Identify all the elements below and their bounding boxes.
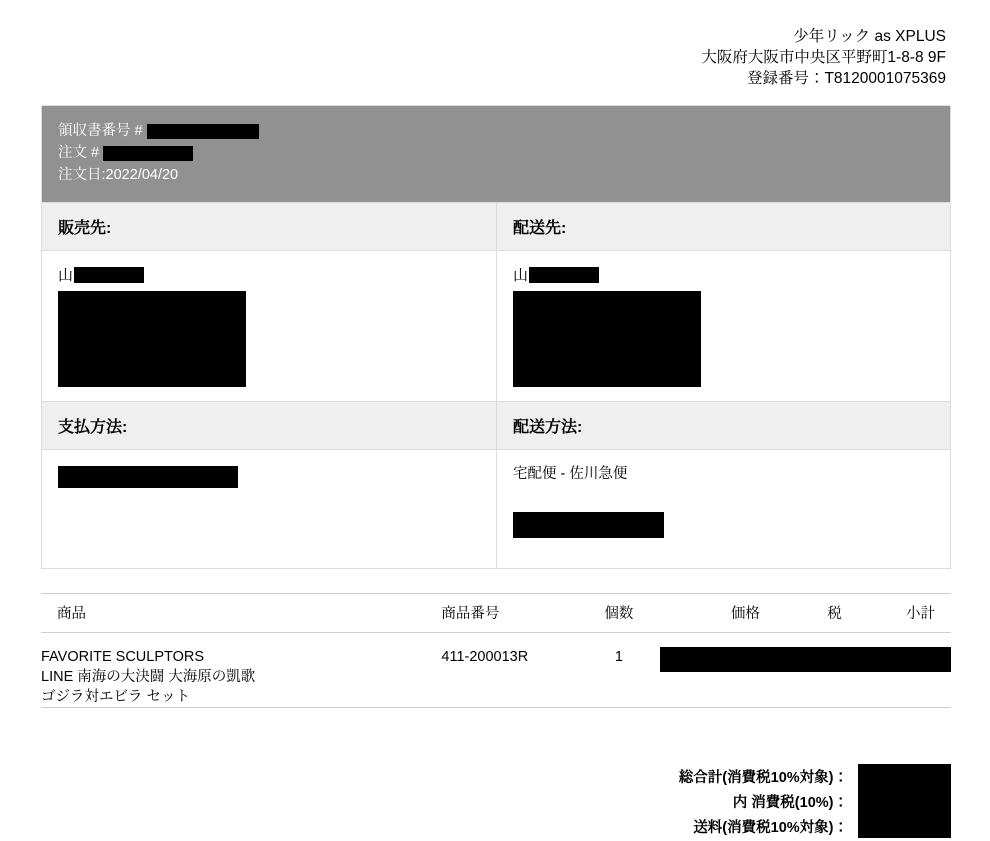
grand-total-label: 総合計(消費税10%対象)： [678, 770, 848, 786]
order-date-line [58, 164, 934, 186]
sold-to-name: 山 [58, 266, 74, 284]
receipt-number-label: 領収書番号 # [58, 123, 143, 139]
order-number-line [58, 142, 934, 164]
shipping-method-value: 宅配便 - 佐川急便 [513, 466, 628, 482]
ship-to-name-line [513, 265, 934, 285]
order-number-redaction [103, 146, 193, 161]
sold-to-body [42, 251, 496, 401]
shipping-tracking-redaction [513, 512, 664, 538]
receipt-number-line [58, 120, 934, 142]
shipping-method-heading: 配送方法: [496, 402, 950, 449]
ship-to-body [496, 251, 950, 401]
address-bodies-row [42, 250, 950, 401]
item-name-line-1: FAVORITE SCULPTORS [41, 649, 205, 665]
company-address: 大阪府大阪市中央区平野町1-8-8 9F [701, 49, 946, 66]
order-number-label: 注文 # [58, 145, 100, 161]
sold-to-name-redaction [74, 267, 144, 283]
included-tax-label: 内 消費税(10%)： [732, 795, 848, 811]
items-table [41, 594, 951, 707]
order-date: 注文日:2022/04/20 [58, 167, 179, 183]
totals-section [41, 764, 951, 841]
shipping-fee-label: 送料(消費税10%対象)： [693, 820, 848, 836]
column-header-quantity: 個数 [578, 594, 660, 633]
sold-to-name-line [58, 265, 480, 285]
column-header-name: 商品 [41, 594, 441, 633]
company-name: 少年リック as XPLUS [793, 28, 946, 45]
item-amounts-cell [660, 633, 951, 708]
payment-method-heading: 支払方法: [58, 419, 128, 436]
payment-method-body [42, 450, 496, 568]
item-name-cell [41, 633, 441, 708]
item-name-line-3: ゴジラ対エビラ セット [41, 689, 191, 705]
method-headings-row [42, 401, 950, 449]
receipt-meta-band [42, 106, 950, 202]
items-table-wrapper [41, 593, 951, 708]
table-row [41, 633, 951, 708]
address-headings-row [42, 202, 950, 250]
ship-to-name-redaction [529, 267, 599, 283]
company-registration-number: 登録番号：T8120001075369 [746, 70, 946, 87]
method-bodies-row [42, 449, 950, 568]
ship-to-name: 山 [513, 266, 529, 284]
item-quantity-cell: 1 [614, 649, 623, 665]
column-header-tax: 税 [760, 594, 842, 633]
item-amounts-redaction [660, 647, 951, 672]
column-header-subtotal: 小計 [842, 594, 951, 633]
ship-to-address-redaction [513, 291, 701, 387]
ship-to-heading: 配送先: [496, 203, 950, 250]
totals-values-redaction [858, 764, 951, 838]
sold-to-address-redaction [58, 291, 246, 387]
shipping-method-body [496, 450, 950, 568]
sold-to-heading: 販売先: [58, 220, 112, 237]
payment-method-redaction [58, 466, 238, 488]
column-header-price: 価格 [660, 594, 760, 633]
receipt-number-redaction [147, 124, 259, 139]
receipt-document [41, 105, 951, 569]
item-sku-cell: 411-200013R [441, 649, 529, 665]
item-name-line-2: LINE 南海の大決闘 大海原の凱歌 [41, 669, 256, 685]
totals-labels [679, 764, 848, 841]
company-header [0, 0, 990, 89]
items-header-row [41, 594, 951, 633]
column-header-sku: 商品番号 [441, 594, 578, 633]
